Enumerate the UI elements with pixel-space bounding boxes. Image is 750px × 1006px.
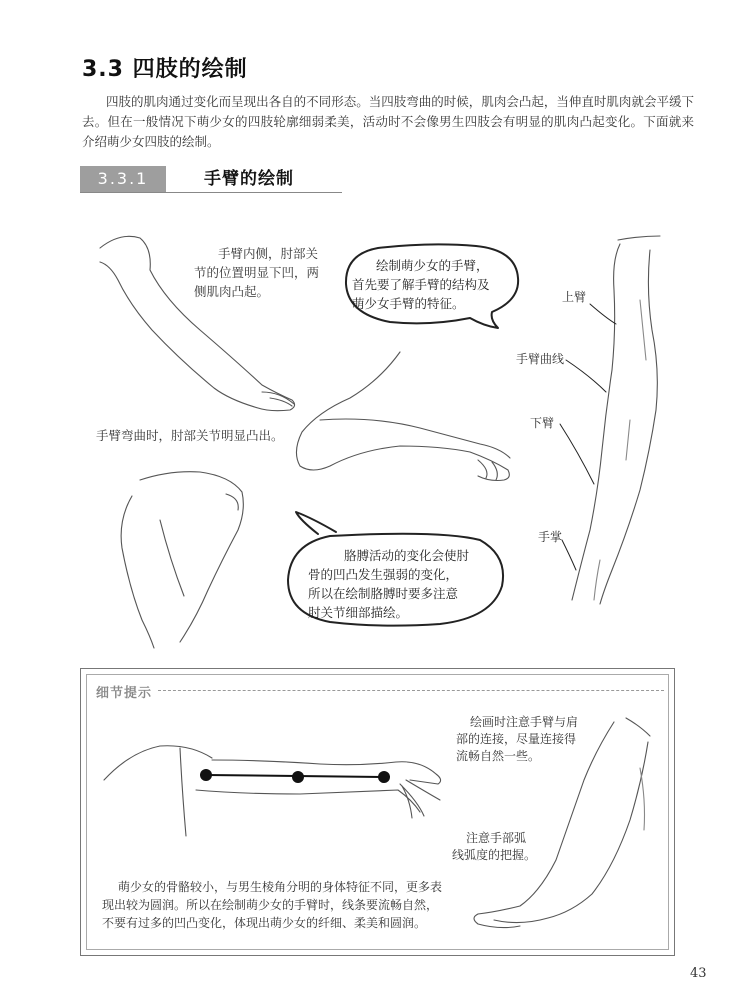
bubble-top-text: 绘制萌少女的手臂， 首先要了解手臂的结构及 萌少女手臂的特征。 [352,258,490,311]
subsection-title: 手臂的绘制 [204,169,294,189]
intro-paragraph: 四肢的肌肉通过变化而呈现出各自的不同形态。当四肢弯曲的时候，肌肉会凸起，当伸直时肌肉就会平缓下去。但在一般情况下萌少女的四肢轮廓细弱柔美，活动时不会像男生四肢会有明显的肌肉凸起变化。下面就来介绍萌少女四肢的绘制。 [82,94,694,149]
section-title: 3.3 四肢的绘制 [82,57,248,82]
tip-hand-note: 注意手部弧 线弧度的把握。 [452,831,537,862]
tip-shoulder-note: 绘画时注意手臂与肩 部的连接，尽量连接得 流畅自然一些。 [456,715,579,763]
horizontal-arm-sketch [104,746,441,836]
elbow-joint-dot [292,771,304,783]
label-arm-curve: 手臂曲线 [516,352,565,366]
tip-summary: 萌少女的骨骼较小，与男生棱角分明的身体特征不同，更多表 现出较为圆润。所以在绘制萌少女的手臂时，线条要流畅自然， 不要有过多的凹凸变化，体现出萌少女的纤细、柔美和圆润。 [102,880,443,930]
tip-heading: 细节提示 [96,686,153,701]
note-inner-arm: 手臂内侧，肘部关 节的位置明显下凹，两 侧肌肉凸起。 [194,246,320,299]
label-forearm: 下臂 [530,416,555,430]
bubble-bottom-text: 胳膊活动的变化会使肘 骨的凹凸发生强弱的变化， 所以在绘制胳膊时要多注意 肘关节细部描绘。 [308,548,470,620]
label-palm: 手掌 [538,530,563,544]
wrist-joint-dot [378,771,390,783]
subsection-number: 3.3.1 [80,166,166,192]
note-bent-arm: 手臂弯曲时，肘部关节明显凸出。 [96,428,284,443]
label-upper-arm: 上臂 [562,290,587,304]
shoulder-joint-dot [200,769,212,781]
page-number: 43 [690,966,707,981]
